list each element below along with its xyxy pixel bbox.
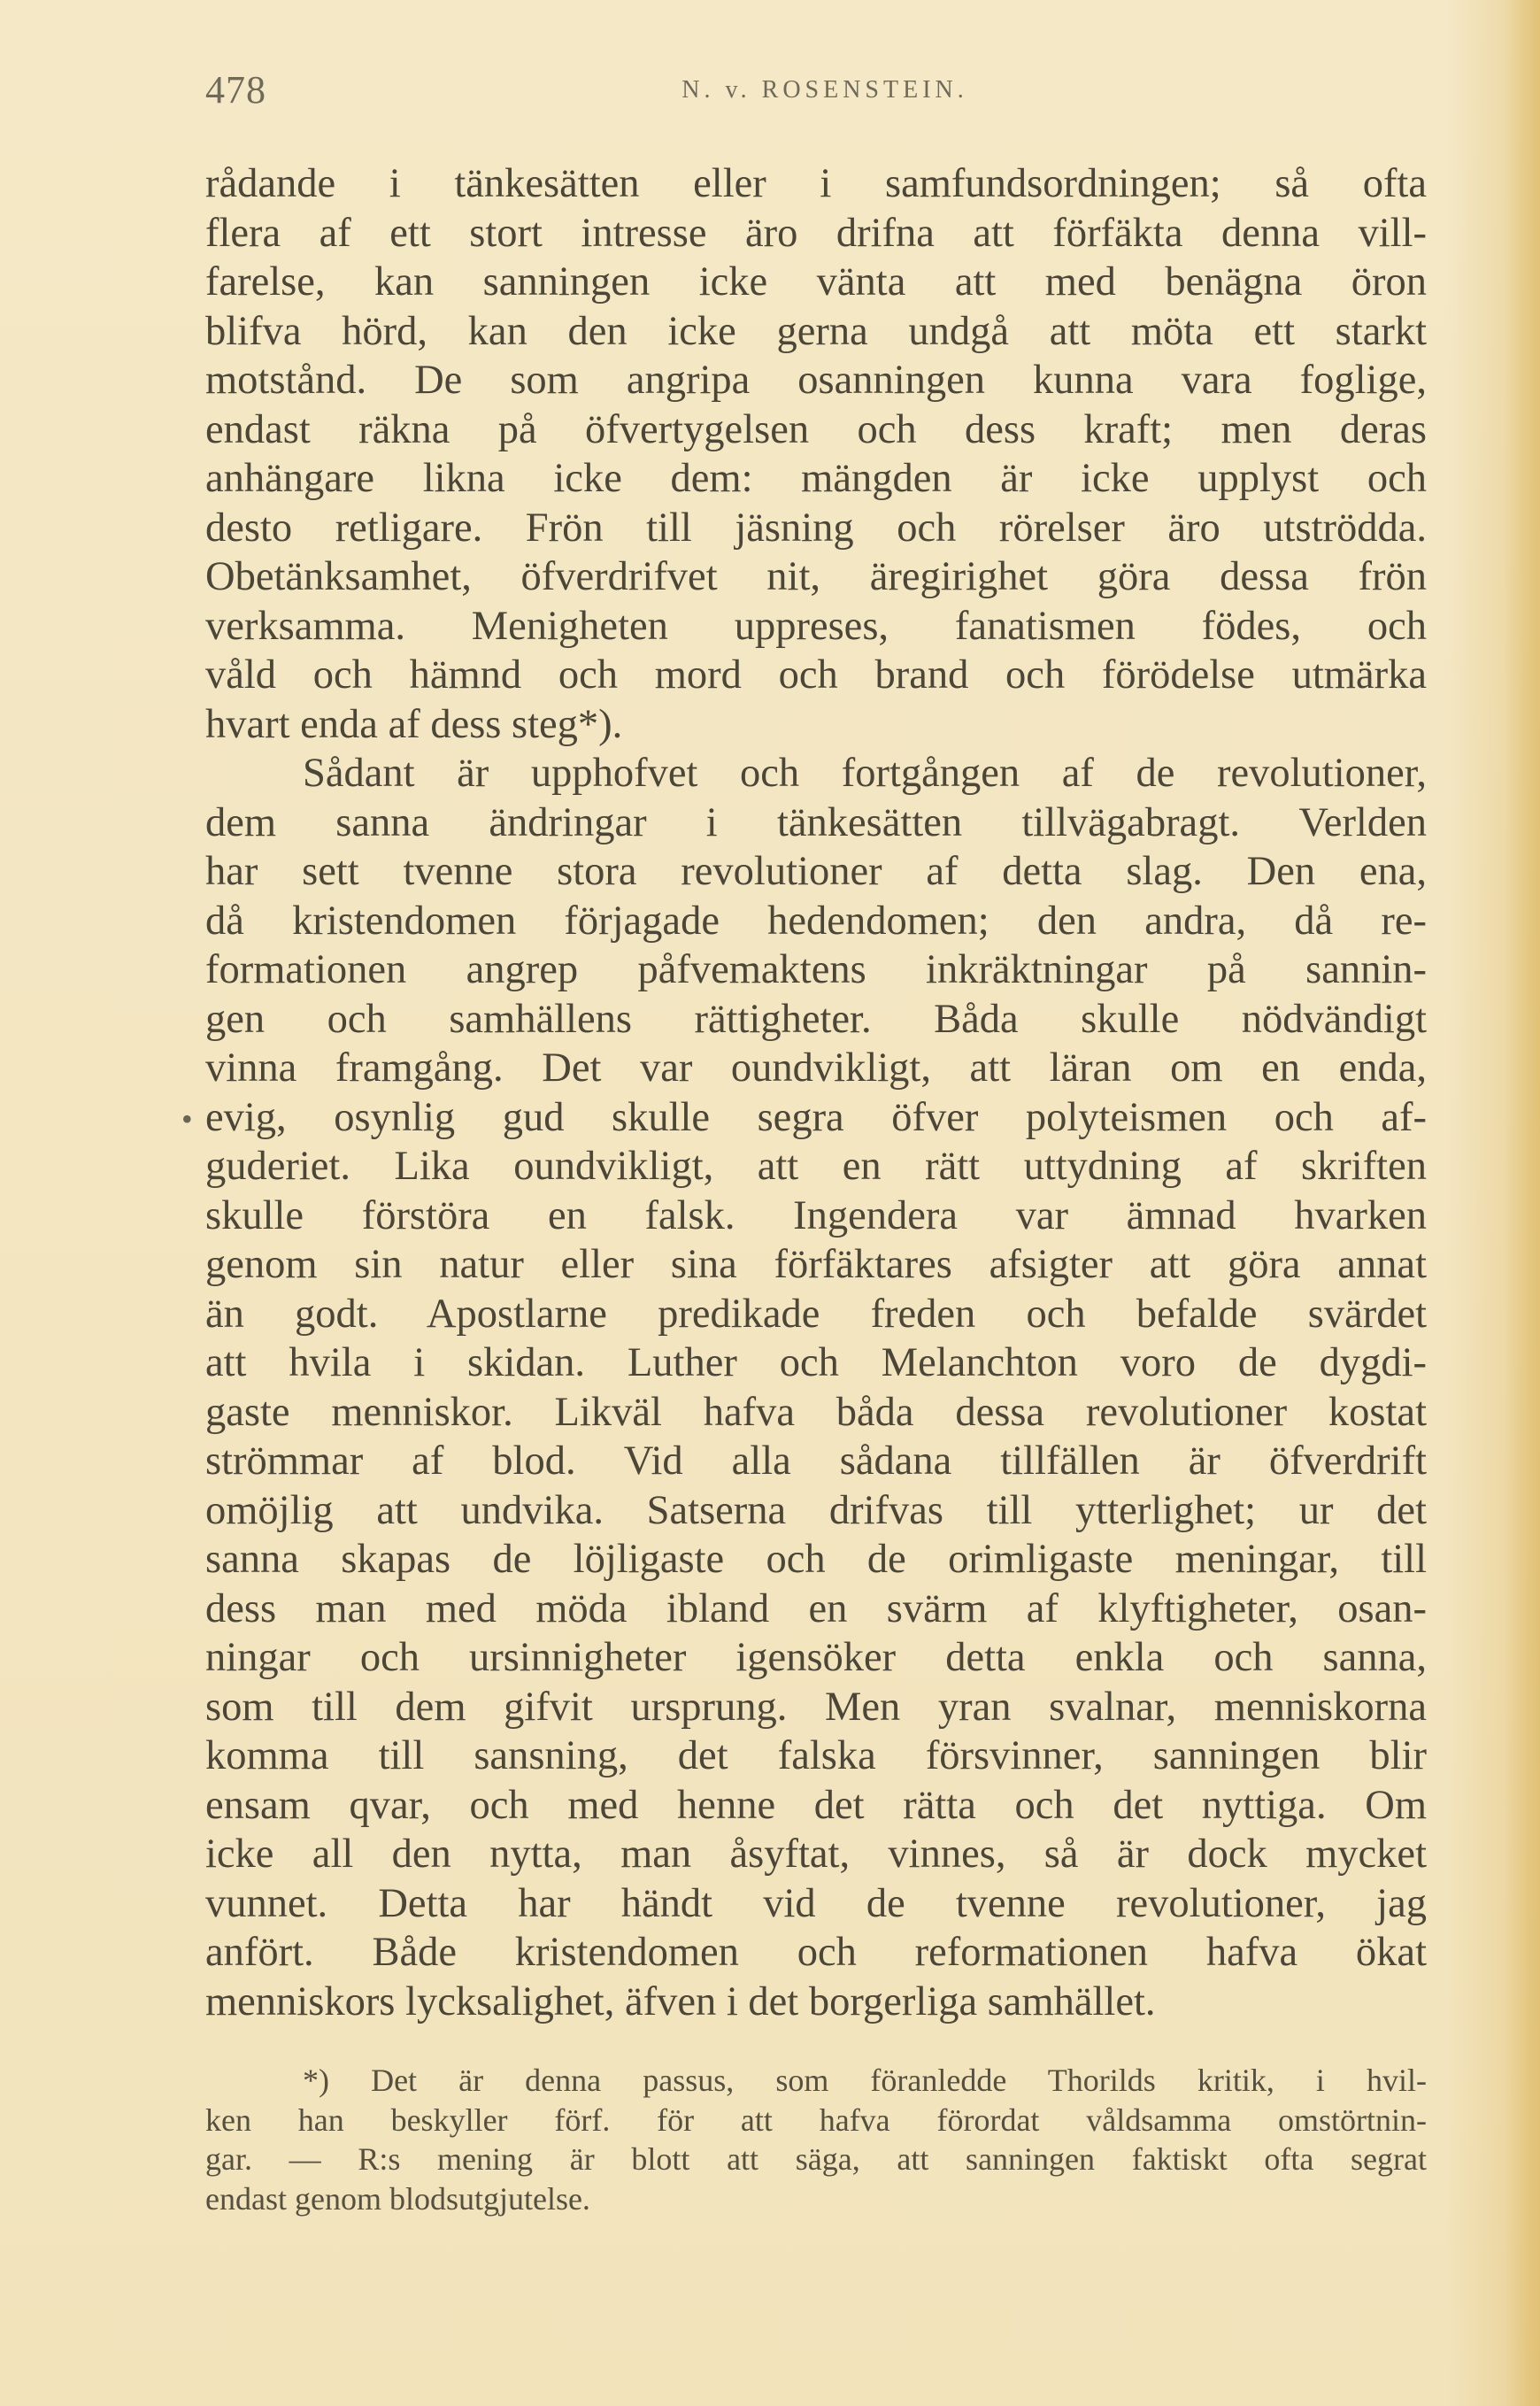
text-line: än godt. Apostlarne predikade freden och befalde svärdet <box>205 1291 1427 1337</box>
text-line: genom sin natur eller sina förfäktares afsigter att göra annat <box>205 1242 1427 1287</box>
text-line: motstånd. De som angripa osanningen kunna vara foglige, <box>205 358 1427 403</box>
text-line: gen och samhällens rättigheter. Båda skulle nödvändigt <box>205 996 1427 1042</box>
text-line: att hvila i skidan. Luther och Melanchton voro de dygdi- <box>205 1340 1427 1385</box>
margin-mark: • <box>181 1101 193 1137</box>
text-line: vunnet. Detta har händt vid de tvenne revolutioner, jag <box>205 1880 1427 1926</box>
text-line: sanna skapas de löjligaste och de orimligaste meningar, till <box>205 1537 1427 1582</box>
text-line: som till dem gifvit ursprung. Men yran svalnar, menniskorna <box>205 1684 1427 1730</box>
text-line: formationen angrep påfvemaktens inkräktningar på sannin- <box>205 947 1427 992</box>
text-line: ensam qvar, och med henne det rätta och det nyttiga. Om <box>205 1782 1427 1828</box>
text-line: våld och hämnd och mord och brand och förödelse utmärka <box>205 652 1427 698</box>
text-line: blifva hörd, kan den icke gerna undgå att möta ett starkt <box>205 308 1427 354</box>
text-line: gaste menniskor. Likväl hafva båda dessa revolutioner kostat <box>205 1389 1427 1435</box>
footnote-line: ken han beskyller förf. för att hafva förordat våldsamma omstörtnin- <box>205 2101 1427 2138</box>
text-line: ningar och ursinnigheter igensöker detta enkla och sanna, <box>205 1635 1427 1680</box>
body-text <box>205 159 1427 2026</box>
running-head: N. v. ROSENSTEIN. <box>681 76 968 104</box>
text-line: omöjlig att undvika. Satserna drifvas till ytterlighet; ur det <box>205 1487 1427 1533</box>
page-edge-shadow <box>1505 0 1540 2406</box>
text-line: flera af ett stort intresse äro drifna att förfäkta denna vill- <box>205 210 1427 256</box>
text-line: då kristendomen förjagade hedendomen; den andra, då re- <box>205 898 1427 944</box>
text-line: dess man med möda ibland en svärm af klyftigheter, osan- <box>205 1585 1427 1631</box>
text-line: strömmar af blod. Vid alla sådana tillfällen är öfverdrift <box>205 1438 1427 1484</box>
text-line: evig, osynlig gud skulle segra öfver polyteismen och af- <box>205 1094 1427 1140</box>
text-line: dem sanna ändringar i tänkesätten tillvägabragt. Verlden <box>205 799 1427 845</box>
footnote-line: gar. — R:s mening är blott att säga, att sanningen faktiskt ofta segrat <box>205 2141 1427 2177</box>
text-line: anhängare likna icke dem: mängden är icke upplyst och <box>205 456 1427 501</box>
text-line: skulle förstöra en falsk. Ingendera var ämnad hvarken <box>205 1192 1427 1238</box>
text-line: komma till sansning, det falska försvinner, sanningen blir <box>205 1733 1427 1778</box>
text-line: Obetänksamhet, öfverdrifvet nit, äregirighet göra dessa frön <box>205 554 1427 599</box>
text-line: verksamma. Menigheten uppreses, fanatismen födes, och <box>205 603 1427 649</box>
text-line: guderiet. Lika oundvikligt, att en rätt uttydning af skriften <box>205 1144 1427 1189</box>
page-number: 478 <box>205 68 266 112</box>
footnote-line: endast genom blodsutgjutelse. <box>205 2180 590 2217</box>
paragraph-end-line: hvart enda af dess steg*). <box>205 701 623 747</box>
text-line: endast räkna på öfvertygelsen och dess kraft; men deras <box>205 406 1427 452</box>
page-header <box>205 67 1427 120</box>
paragraph-end-line: menniskors lycksalighet, äfven i det borgerliga samhället. <box>205 1978 1156 2024</box>
footnote-line: *) Det är denna passus, som föranledde Thorilds kritik, i hvil- <box>303 2063 1427 2098</box>
text-line: anfört. Både kristendomen och reformationen hafva ökat <box>205 1930 1427 1975</box>
text-line: farelse, kan sanningen icke vänta att med benägna öron <box>205 259 1427 305</box>
text-line: icke all den nytta, man åsyftat, vinnes, så är dock mycket <box>205 1831 1427 1877</box>
text-line: desto retligare. Frön till jäsning och rörelser äro utströdda. <box>205 505 1427 551</box>
paragraph-start-line: Sådant är upphofvet och fortgången af de revolutioner, <box>303 751 1427 796</box>
text-line: rådande i tänkesätten eller i samfundsordningen; så ofta <box>205 161 1427 206</box>
text-line: har sett tvenne stora revolutioner af detta slag. Den ena, <box>205 849 1427 894</box>
text-line: vinna framgång. Det var oundvikligt, att läran om en enda, <box>205 1045 1427 1091</box>
footnote <box>205 2061 1427 2218</box>
